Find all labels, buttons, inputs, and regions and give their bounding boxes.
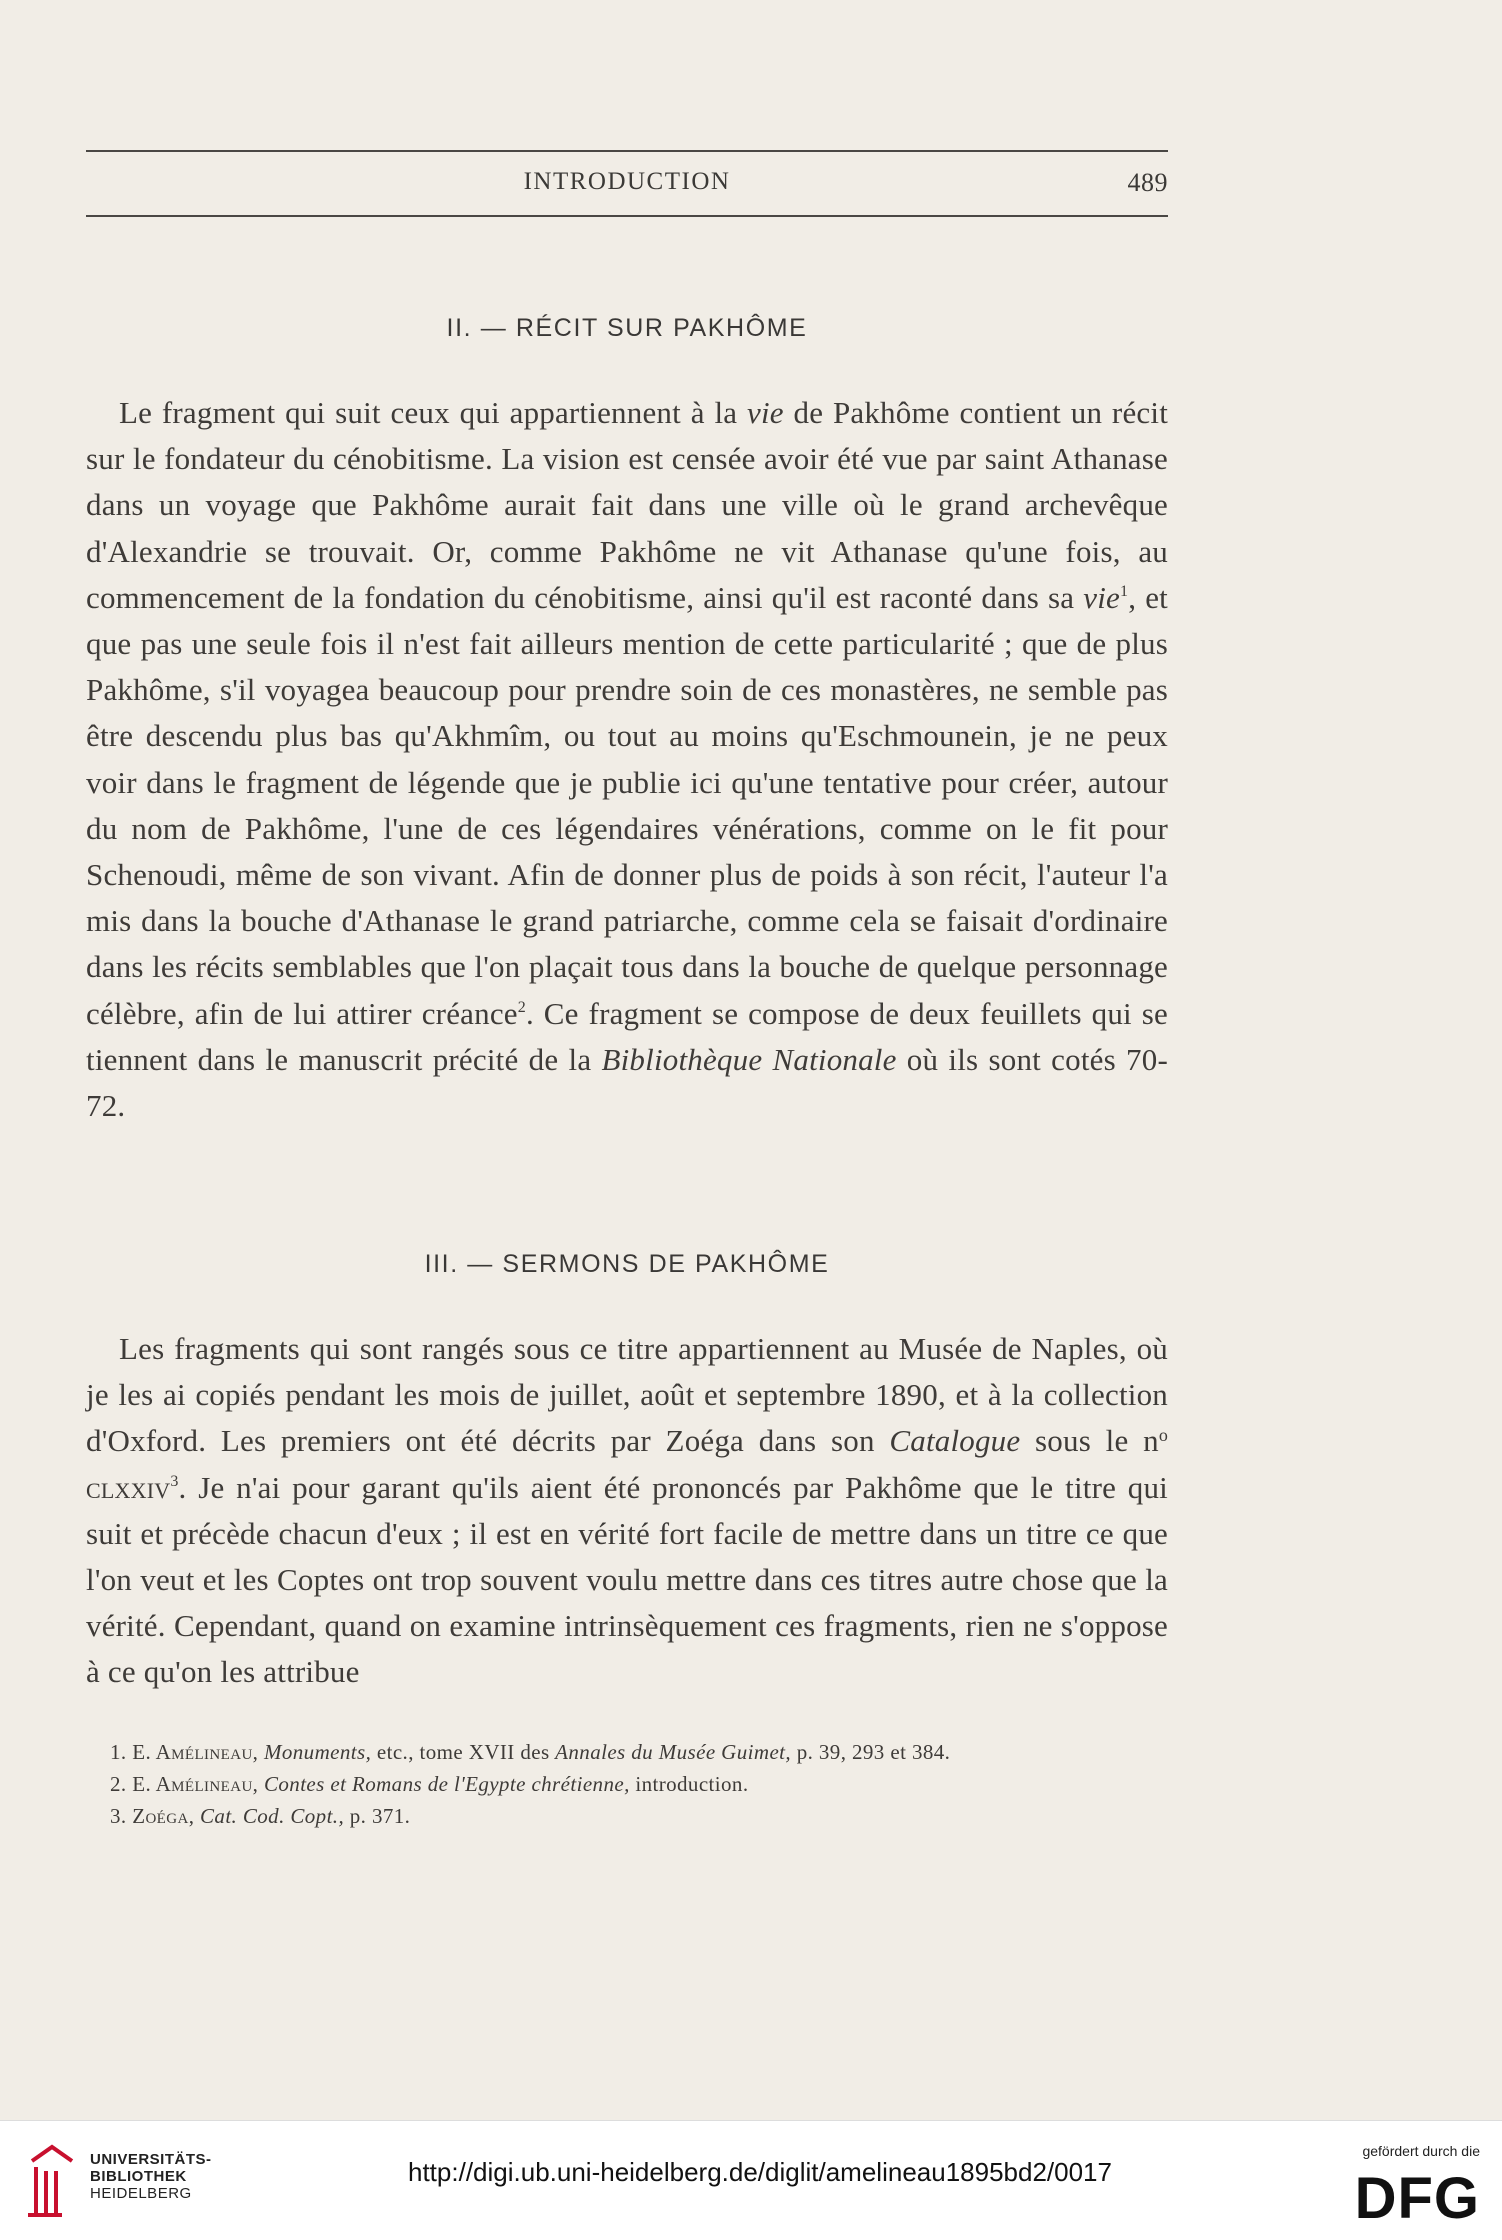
running-title: INTRODUCTION — [523, 168, 731, 195]
paragraph-recit — [86, 390, 1168, 1129]
digitization-footer — [0, 2120, 1502, 2240]
header-rule-bottom — [86, 215, 1168, 217]
italic-bibliotheque: Bibliothèque Nationale — [601, 1041, 897, 1077]
library-name-line: HEIDELBERG — [90, 2185, 192, 2202]
footnote-work: Annales du Musée Guimet, — [555, 1740, 792, 1764]
italic-catalogue: Catalogue — [889, 1423, 1021, 1459]
italic-vie: vie — [747, 395, 784, 430]
text-run: , et que pas une seule fois il n'est fait ailleurs mention de cette particularité ; que de plus Pakhôme, s'il voyagea beaucoup pour prendre soin de ces monastères, ne semble pas être descendu plus bas qu'Akhmîm, ou tout au moins qu'Eschmounein, je ne peux voir dans le fragment de légende que je publie ici qu'une tentative pour créer, autour du nom de Pakhôme, l'une de ces légendaires vénérations, comme on le fit pour Schenoudi, même de son vivant. Afin de donner plus de poids à son récit, l'auteur l'a mis dans la bouche d'Athanase le grand patriarche, comme cela se faisait d'ordinaire dans les récits semblables que l'on plaçait tous dans la bouche de quelque personnage célèbre, afin de lui attirer créance — [86, 579, 1168, 1031]
footnote-author: Zoéga, — [132, 1804, 195, 1828]
header-rule-top — [86, 150, 1168, 152]
footnote-ref-1: 1 — [1120, 582, 1129, 600]
footnote-work: Cat. Cod. Copt., — [200, 1804, 345, 1828]
footnote-ref-3: 3 — [170, 1472, 179, 1490]
text-run: sous le n — [1020, 1423, 1159, 1459]
dfg-logo: DFG — [1354, 2166, 1480, 2231]
footnote-text: p. 371. — [344, 1804, 411, 1828]
footnote-author: E. Amélineau, — [132, 1740, 259, 1764]
text-run: . Ce fragment se compose de deux feuillets qui se tiennent dans le manuscrit précité de la — [86, 995, 1168, 1077]
footnote-work: Monuments, — [263, 1740, 372, 1764]
superscript-o: o — [1158, 1425, 1169, 1446]
text-run: Le fragment qui suit ceux qui appartiennent à la — [119, 395, 747, 430]
footnote-text: etc., tome XVII des — [371, 1740, 556, 1764]
paragraph-sermons — [86, 1326, 1168, 1696]
library-name — [90, 2151, 212, 2202]
text-run: où ils sont cotés 70-72. — [86, 1041, 1168, 1124]
footnote-text: introduction. — [629, 1772, 749, 1796]
section-heading-recit: II. — RÉCIT SUR PAKHÔME — [446, 314, 808, 342]
footnote-number: 2. — [110, 1772, 127, 1796]
text-run: Les fragments qui sont rangés sous ce titre appartiennent au Musée de Naples, où je les ai copiés pendant les mois de juillet, août et septembre 1890, et à la collection d'Oxford. Les premiers ont été décrits par Zoéga dans son — [86, 1331, 1168, 1459]
running-head — [86, 168, 1168, 208]
roman-numeral: clxxiv — [86, 1469, 171, 1505]
library-name-line: UNIVERSITÄTS- — [90, 2151, 212, 2168]
footnote-number: 1. — [110, 1740, 127, 1764]
funded-by-label: gefördert durch die — [1362, 2143, 1480, 2159]
footnote-number: 3. — [110, 1804, 127, 1828]
text-run: de Pakhôme contient un récit sur le fondateur du cénobitisme. La vision est censée avoir été vue par saint Athanase dans un voyage que Pakhôme aurait fait dans une ville où le grand archevêque d'Alexandrie se trouvait. Or, comme Pakhôme ne vit Athanase qu'une fois, au commencement de la fondation du cénobitisme, ainsi qu'il est raconté dans sa — [86, 395, 1169, 615]
footnote-3 — [110, 1800, 1170, 1832]
section-heading-sermons: III. — SERMONS DE PAKHÔME — [424, 1250, 830, 1278]
library-logo-icon — [22, 2141, 80, 2219]
italic-vie: vie — [1083, 579, 1121, 615]
footnote-1 — [110, 1736, 1170, 1768]
text-run: . Je n'ai pour garant qu'ils aient été prononcés par Pakhôme que le titre qui suit et précède chacun d'eux ; il est en vérité fort facile de mettre dans un titre ce que l'on veut et les Coptes ont trop souvent voulu mettre dans ces titres autre chose que la vérité. Cependant, quand on examine intrinsèquement ces fragments, rien ne s'oppose à ce qu'on les attribue — [86, 1469, 1168, 1690]
footnote-text: p. 39, 293 et 384. — [791, 1740, 951, 1764]
page-number: 489 — [1127, 168, 1168, 197]
footnote-ref-2: 2 — [517, 998, 526, 1016]
footnote-2 — [110, 1768, 1170, 1800]
footnote-work: Contes et Romans de l'Egypte chrétienne, — [263, 1772, 630, 1796]
permalink-url[interactable]: http://digi.ub.uni-heidelberg.de/diglit/amelineau1895bd2/0017 — [408, 2157, 1112, 2187]
library-name-line: BIBLIOTHEK — [90, 2168, 187, 2185]
footnote-author: E. Amélineau, — [132, 1772, 259, 1796]
footnotes — [110, 1736, 1170, 1832]
